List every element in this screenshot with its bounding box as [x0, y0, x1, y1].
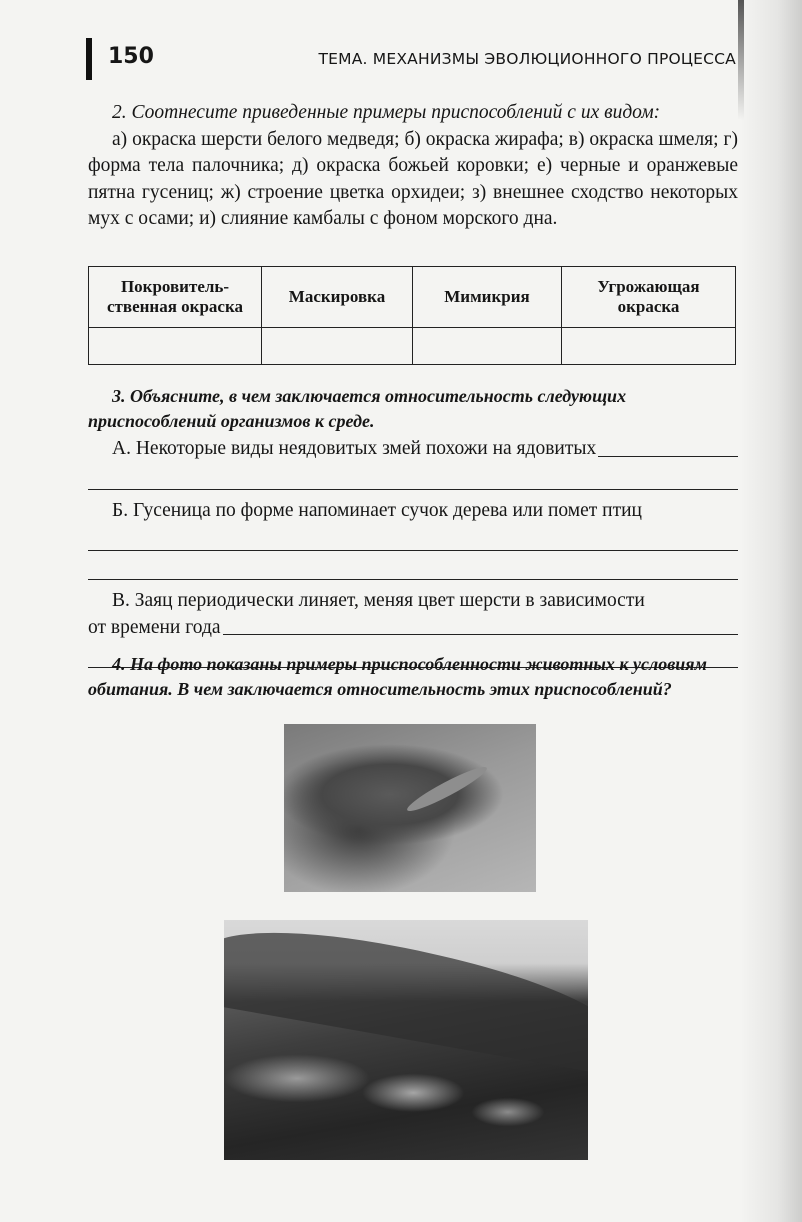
- task-3: [88, 384, 738, 668]
- classification-table: [88, 266, 736, 365]
- table-header-camouflage: Маскировка: [262, 267, 413, 328]
- page-edge-shadow: [740, 0, 802, 1222]
- hill-shape: [224, 920, 588, 1076]
- table-cell-camouflage[interactable]: [262, 328, 413, 365]
- table-header-mimicry: Мимикрия: [413, 267, 562, 328]
- task-3-item-b-text: Б. Гусеница по форме напоминает сучок дерева или помет птиц: [112, 499, 642, 521]
- table-header-protective: Покровитель-ственная окраска: [89, 267, 262, 328]
- lizard-shape: [404, 762, 490, 817]
- running-head: ТЕМА. МЕХАНИЗМЫ ЭВОЛЮЦИОННОГО ПРОЦЕССА: [318, 50, 736, 68]
- task-3-item-v-cont: [88, 615, 738, 642]
- table-cell-warning[interactable]: [562, 328, 736, 365]
- task-4-title: 4. На фото показаны примеры приспособленности животных к условиям обитания. В чем заключается относительность этих приспособлений?: [88, 654, 707, 699]
- task-3-item-b: [88, 498, 738, 525]
- task-4: [88, 652, 738, 702]
- task-2-body: а) окраска шерсти белого медведя; б) окраска жирафа; в) окраска шмеля; г) форма тела палочника; д) окраска божьей коровки; е) черные и оранжевые пятна гусениц; ж) строение цветка орхидеи; з) внешнее сходство некоторых мух с осами; и) слияние камбалы с фоном морского дна.: [88, 128, 738, 229]
- task-3-item-v-text: В. Заяц периодически линяет, меняя цвет шерсти в зависимости: [112, 590, 645, 611]
- spine-mark: [738, 0, 744, 120]
- answer-line[interactable]: [223, 634, 738, 635]
- task-3-item-a-text: А. Некоторые виды неядовитых змей похожи на ядовитых: [112, 438, 597, 459]
- task-3-item-a: [88, 436, 738, 463]
- task-3-item-v-text-2: от времени года: [88, 616, 221, 638]
- table-cell-mimicry[interactable]: [413, 328, 562, 365]
- task-2-title: 2. Соотнесите приведенные примеры приспособлений с их видом:: [112, 102, 661, 123]
- task-3-title: 3. Объясните, в чем заключается относительность следующих приспособлений организмов к среде.: [88, 386, 627, 431]
- answer-line[interactable]: [598, 456, 738, 457]
- header-bar: [86, 38, 92, 80]
- table-header-warning: Угрожающая окраска: [562, 267, 736, 328]
- table-cell-protective[interactable]: [89, 328, 262, 365]
- photo-lizard-on-rock: [284, 724, 536, 892]
- photo-rocky-shore: [224, 920, 588, 1160]
- answer-line[interactable]: [88, 553, 738, 580]
- answer-line[interactable]: [88, 463, 738, 490]
- task-3-item-v: [88, 588, 738, 615]
- task-2: [88, 100, 738, 233]
- page-number: 150: [108, 44, 154, 69]
- answer-line[interactable]: [88, 524, 738, 551]
